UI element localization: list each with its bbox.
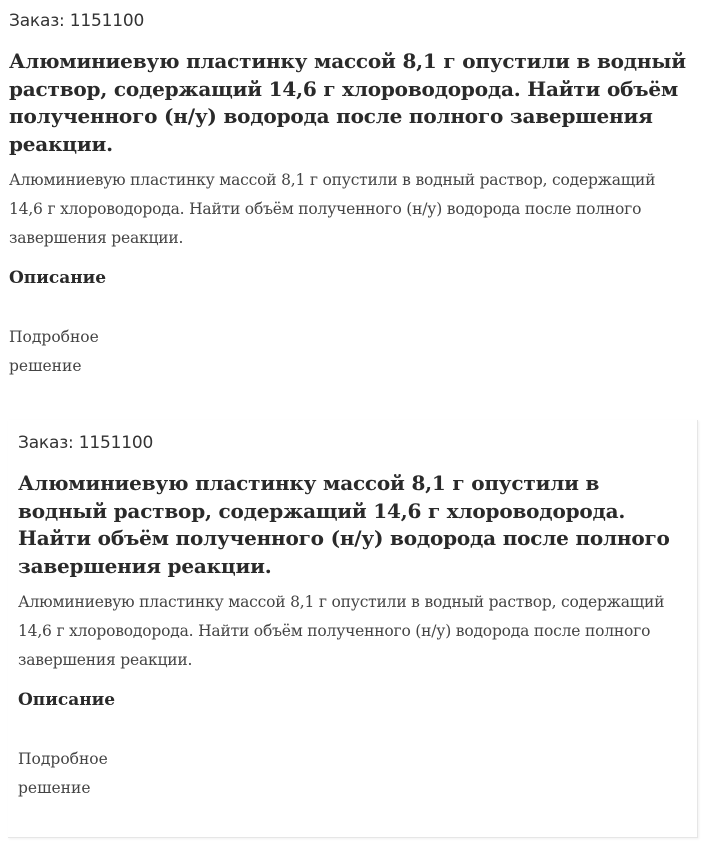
order-number: Заказ: 1151100: [18, 433, 154, 453]
task-title: Алюминиевую пластинку массой 8,1 г опустили в водный раствор, содержащий 14,6 г хлороводорода. Найти объём полученного (н/у) водорода после полного завершения реакции.: [9, 49, 686, 156]
description-heading: Описание: [18, 690, 116, 710]
order-block: [8, 420, 698, 838]
task-text: Алюминиевую пластинку массой 8,1 г опустили в водный раствор, содержащий 14,6 г хлороводорода. Найти объём полученного (н/у) водорода после полного завершения реакции.: [9, 171, 656, 247]
task-text: Алюминиевую пластинку массой 8,1 г опустили в водный раствор, содержащий 14,6 г хлороводорода. Найти объём полученного (н/у) водорода после полного завершения реакции.: [18, 593, 665, 669]
task-title: Алюминиевую пластинку массой 8,1 г опустили в водный раствор, содержащий 14,6 г хлороводорода. Найти объём полученного (н/у) водорода после полного завершения реакции.: [18, 471, 670, 578]
order-block: [0, 0, 701, 381]
order-number: Заказ: 1151100: [9, 11, 145, 31]
description-heading: Описание: [9, 268, 107, 288]
detailed-solution-link[interactable]: Подробное решение: [9, 328, 99, 375]
detailed-solution-link[interactable]: Подробное решение: [18, 750, 108, 797]
